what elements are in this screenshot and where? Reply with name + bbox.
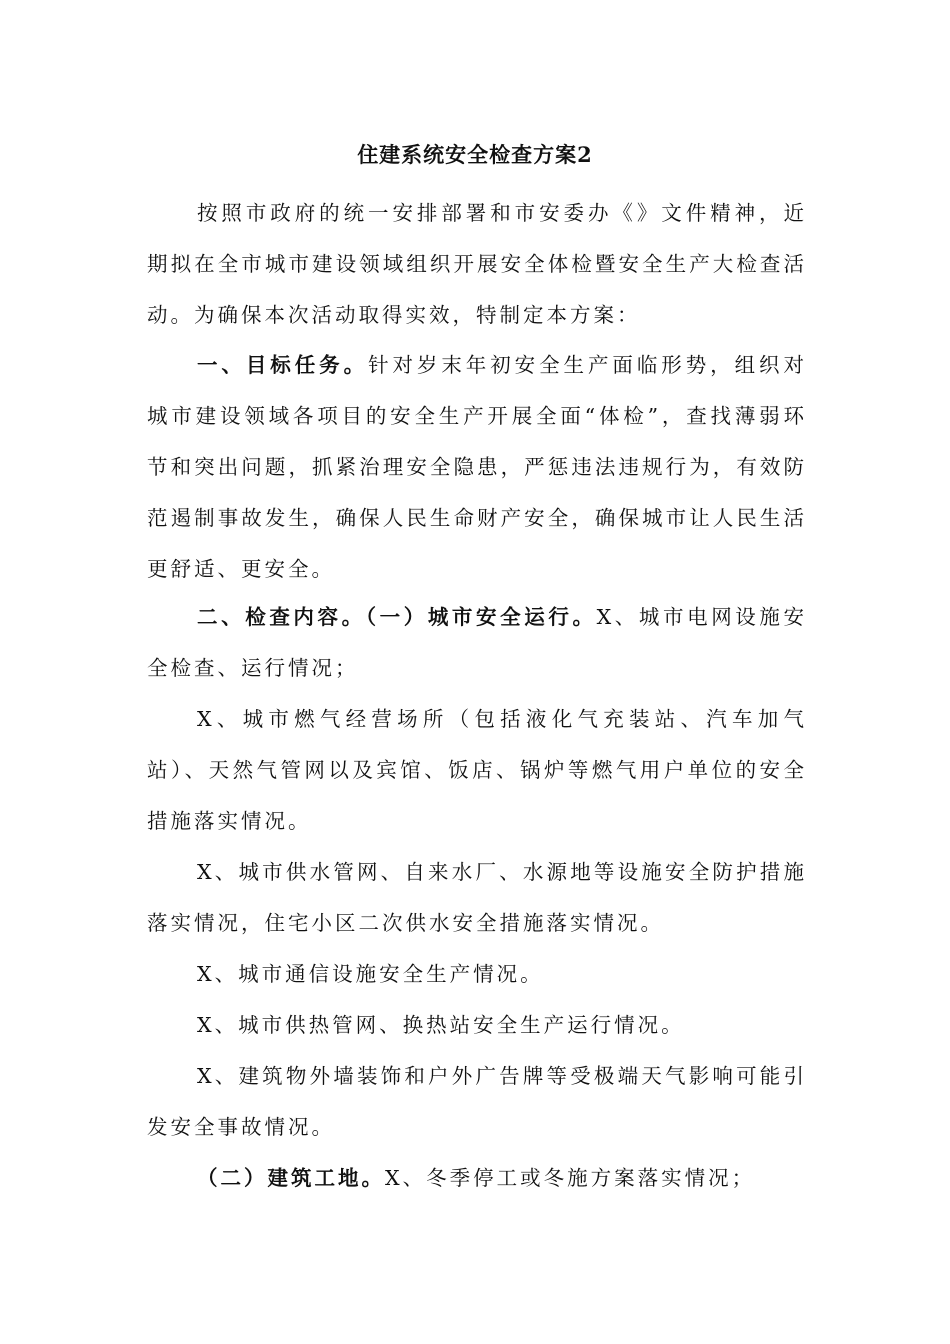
document-title: 住建系统安全检查方案2 <box>357 142 593 167</box>
list-item: X、城市供热管网、换热站安全生产运行情况。 <box>197 1013 685 1037</box>
section1-paragraph <box>147 340 807 595</box>
section2-sub2-paragraph <box>147 1153 807 1204</box>
list-item: X、城市通信设施安全生产情况。 <box>197 962 544 986</box>
list-item: X、建筑物外墙装饰和户外广告牌等受极端天气影响可能引发安全事故情况。 <box>147 1064 807 1139</box>
section2-sub2-text: X、冬季停工或冬施方案落实情况； <box>385 1166 756 1190</box>
list-item: X、城市燃气经营场所（包括液化气充装站、汽车加气站）、天然气管网以及宾馆、饭店、锅炉等燃气用户单位的安全措施落实情况。 <box>147 707 807 833</box>
section2-sub1-heading: （一）城市安全运行。 <box>365 605 597 629</box>
section2-heading: 二、检查内容。 <box>197 605 366 629</box>
list-item: X、城市供水管网、自来水厂、水源地等设施安全防护措施落实情况，住宅小区二次供水安全措施落实情况。 <box>147 860 807 935</box>
section1-heading: 一、目标任务。 <box>197 353 369 377</box>
section1-text: 针对岁末年初安全生产面临形势，组织对城市建设领域各项目的安全生产开展全面“体检”，查找薄弱环节和突出问题，抓紧治理安全隐患，严惩违法违规行为，有效防范遏制事故发生，确保人民生命财产安全，确保城市让人民生活更舒适、更安全。 <box>147 353 807 581</box>
intro-paragraph: 按照市政府的统一安排部署和市安委办《》文件精神，近期拟在全市城市建设领域组织开展安全体检暨安全生产大检查活动。为确保本次活动取得实效，特制定本方案： <box>147 201 807 327</box>
section2-paragraph <box>147 592 807 694</box>
section2-sub2-heading: （二）建筑工地。 <box>197 1166 385 1190</box>
section2-sub1-text: X、城市电网设施安全检查、运行情况； <box>147 605 808 680</box>
